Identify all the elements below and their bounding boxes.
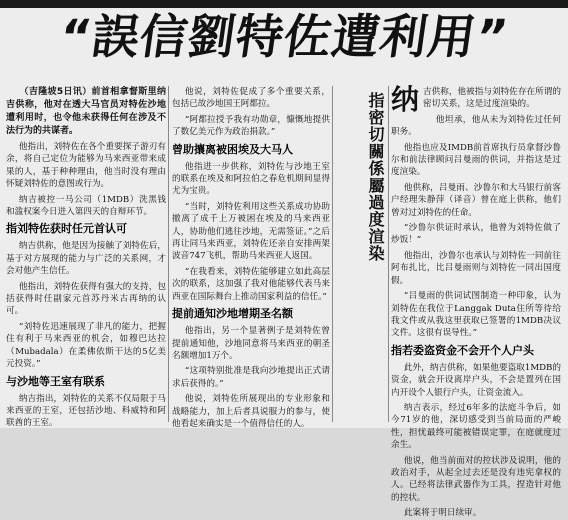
paragraph: 他说，刘特佐促成了多个重要关系，包括已故沙地国王阿都拉。 — [172, 87, 330, 110]
paragraph: 他指出，刘特佐获得有强大的支持，包括获得时任副家元首苏丹米古再纳的认可。 — [6, 281, 166, 317]
paragraph: “阿都拉授予我有功勋章，慷慨地提供了数亿美元作为政治捐款。” — [172, 114, 330, 138]
column-1 — [6, 86, 166, 429]
column-divider — [388, 86, 389, 422]
paragraph: 他指出，刘特佐在各个重要探子游刃有余，将自己定位为能够为马来西亚带来成果的人，基于种种理由，他当时没有理由怀疑刘特佐的意图或行为。 — [6, 142, 166, 190]
paragraph: 他指出，沙鲁尔也承认与刘特佐一同前往阿布扎比，比吕曼雨则与刘特佐一同出国度假。 — [391, 250, 561, 286]
column-2 — [172, 86, 330, 429]
drop-cap: 纳 — [391, 83, 420, 116]
paragraph: 他指进一步供称，刘特佐与沙地王室的联系在埃及和阿拉伯之春危机期间显得尤为宝贵。 — [172, 161, 330, 197]
subheading: 与沙地等王室有联系 — [6, 374, 105, 388]
paragraph: 吉供称，他被指与刘特佐存在所谓的密切关系，这是过度渲染的。 — [423, 87, 561, 110]
paragraph: 此外，纳吉供称，如果他要盗取1MDB的资金，就会开设离岸户头，不会是置列在国内开设个人银行户头，让资金流入。 — [391, 362, 561, 398]
vertical-headline: 指密切關係屬過度渲染 — [366, 92, 385, 262]
paragraph: 他说，刘特佐所展现出的专业形象和战略能力，加上后者具说服力的参与，使他看起来确实是一个值得信任的人。 — [172, 394, 330, 429]
paragraph: 他供称，吕曼雨、沙鲁尔和大马银行前客户经理朱静萍（译音）曾在庭上供称，他们曾对过刘特佐的任命。 — [391, 182, 561, 218]
paragraph: “这项特别批准是我向沙地提出正式请求后获得的。” — [172, 366, 330, 389]
subheading: 曾助攘离被困埃及大马人 — [172, 142, 293, 156]
column-divider — [168, 86, 169, 422]
paragraph: 他指出，另一个显著例子是刘特佐曾提前通知他，沙地同意将马来西亚的朝圣名额增加1万个。 — [172, 326, 330, 361]
paragraph: 他说，他当前面对的控状涉及说明，他的政治对手，从起全过去还是没有违宪拿权的人。已经将法律武器作为工具，捏造针对他的控状。 — [391, 455, 561, 503]
top-strip — [0, 0, 568, 8]
paragraph: “沙鲁尔供证时承认，他曾为刘特佐做了炒饭！” — [391, 223, 561, 246]
paragraph: “刘特佐迅速展现了非凡的能力，把握住有利于马来西亚的机会，如穆巴达拉（Mubadala）在柔佛依斯干达的5亿美元投资。” — [6, 321, 166, 370]
subheading: 指若委盗资金不会开个人户头 — [391, 343, 534, 357]
column-divider — [332, 86, 333, 422]
paragraph: 此案将于明日续审。 — [403, 508, 482, 519]
paragraph: “在我看来，刘特佐能够建立如此高层次的联系，这加强了我对他能够代表马来西亚在国际舞台上推动国家利益的信任。” — [172, 266, 330, 302]
paragraph: 纳吉指出，刘特佐的关系不仅局限于马来西亚的王室，还包括沙地、科威特和阿联酋的王室。 — [6, 393, 166, 429]
paragraph: 纳吉表示，经过6年多的法庭斗争后，如今71岁的他，深切感受到当前局面的严峻性，担忧最终可能被错误定罪，在庭就度过余生。 — [391, 402, 561, 451]
paragraph: 他指也应及IMDB前首席执行员拿督沙鲁尔和前法律顾问吕曼雨的供词，并指这是过度渲染。 — [391, 142, 561, 178]
column-3 — [391, 83, 561, 519]
paragraph: 纳吉供称，他是因为接触了刘特佐后，基于对方展现的能力与广泛的关系网，才会对他产生信任。 — [6, 241, 166, 277]
paragraph: 他坦承，他从未为刘特佐过任何职务。 — [391, 114, 561, 138]
paragraph: “当时，刘特佐利用这些关系成功协助撤离了成千上万被困在埃及的马来西亚人，协助他们逃往沙地，无需签证。”之后再让同马来西亚，刘特佐还亲自安排两架波音747飞机，帮助马来西亚人返国。 — [172, 201, 330, 262]
paragraph: “吕曼雨的供词试图制造一种印象，认为刘特佐在我位于Langgak Duta住所等待给我文件或从我这里获取已签署的1MDB决议文件。这很有误导性。” — [391, 291, 561, 339]
subheading: 指刘特佐获时任元首认可 — [6, 222, 127, 236]
paragraph: 纳吉被控一马公司（1MDB）洗黑钱和滥权案今日进入第四天的自辩环节。 — [6, 194, 166, 218]
headline: “誤信劉特佐遭利用” — [56, 10, 512, 65]
lead-paragraph: （吉隆坡5日讯）前首相拿督斯里纳吉供称，他对在透大马官员对特佐沙地遭利用时，也令他未获得任何在涉及不法行为的共谋者。 — [6, 87, 166, 136]
subheading: 提前通知沙地增期圣名额 — [172, 307, 293, 321]
